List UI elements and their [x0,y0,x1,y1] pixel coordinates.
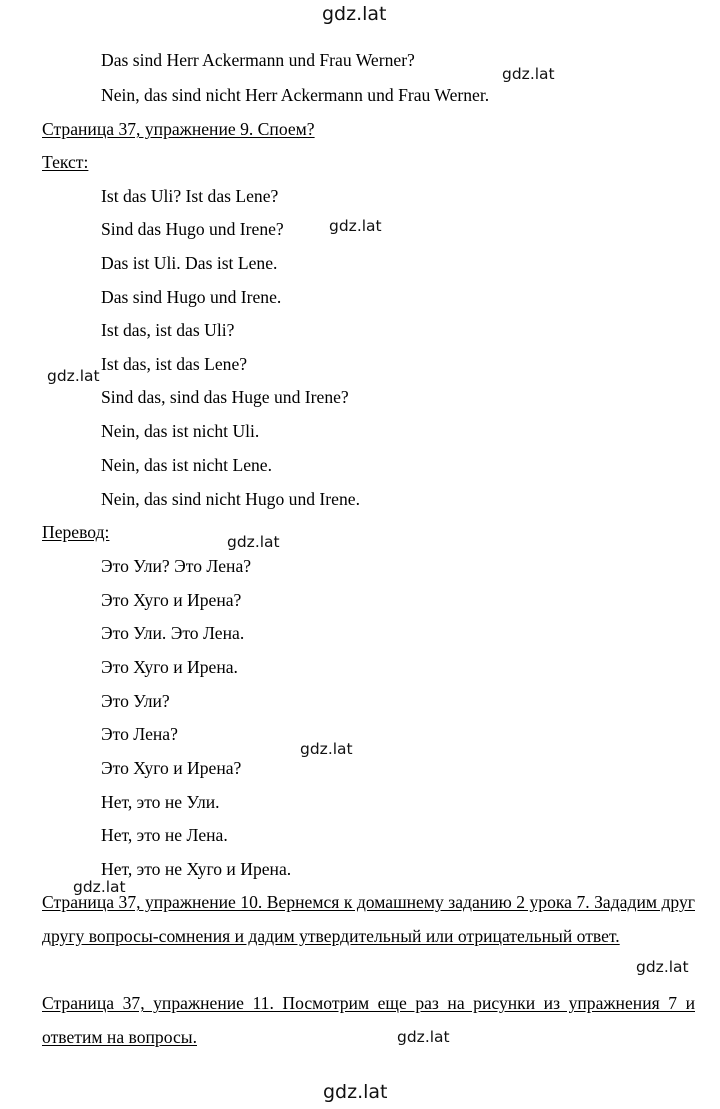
text-line: Nein, das sind nicht Herr Ackermann und Frau Werner. [101,85,490,105]
song-line: Sind das Hugo und Irene? [101,219,284,239]
song-line: Nein, das ist nicht Uli. [101,421,260,441]
translation-label: Перевод: [42,522,110,542]
translation-line: Нет, это не Лена. [101,825,228,845]
watermark: gdz.lat [227,533,280,551]
text-line: Das sind Herr Ackermann und Frau Werner? [101,50,415,70]
exercise-11 [42,987,695,1054]
watermark: gdz.lat [636,958,689,976]
watermark-top: gdz.lat [322,3,387,25]
text-label: Текст: [42,152,89,172]
watermark: gdz.lat [47,367,100,385]
translation-line: Это Ули? [101,691,170,711]
exercise-9-heading: Страница 37, упражнение 9. Споем? [42,119,315,139]
watermark: gdz.lat [300,740,353,758]
song-line: Sind das, sind das Huge und Irene? [101,387,349,407]
song-line: Nein, das ist nicht Lene. [101,455,273,475]
watermark: gdz.lat [397,1028,450,1046]
translation-line: Это Хуго и Ирена? [101,590,242,610]
exercise-10 [42,886,695,953]
exercise-10-text: Страница 37, упражнение 10. Вернемся к домашнему заданию 2 урока 7. Зададим друг другу вопросы-сомнения и дадим утвердительный или отрицательный ответ. [42,892,695,946]
watermark: gdz.lat [502,65,555,83]
translation-line: Это Ули. Это Лена. [101,623,245,643]
song-line: Nein, das sind nicht Hugo und Irene. [101,489,360,509]
translation-line: Это Ули? Это Лена? [101,556,252,576]
song-line: Ist das Uli? Ist das Lene? [101,186,279,206]
translation-line: Нет, это не Ули. [101,792,220,812]
song-line: Ist das, ist das Lene? [101,354,248,374]
watermark: gdz.lat [329,217,382,235]
watermark: gdz.lat [73,878,126,896]
song-line: Ist das, ist das Uli? [101,320,235,340]
exercise-11-text: Страница 37, упражнение 11. Посмотрим еще раз на рисунки из упражнения 7 и ответим на вопросы. [42,993,695,1047]
song-line: Das ist Uli. Das ist Lene. [101,253,278,273]
translation-line: Нет, это не Хуго и Ирена. [101,859,292,879]
translation-line: Это Хуго и Ирена. [101,657,238,677]
translation-line: Это Лена? [101,724,178,744]
watermark-bottom: gdz.lat [323,1081,388,1103]
translation-line: Это Хуго и Ирена? [101,758,242,778]
song-line: Das sind Hugo und Irene. [101,287,282,307]
